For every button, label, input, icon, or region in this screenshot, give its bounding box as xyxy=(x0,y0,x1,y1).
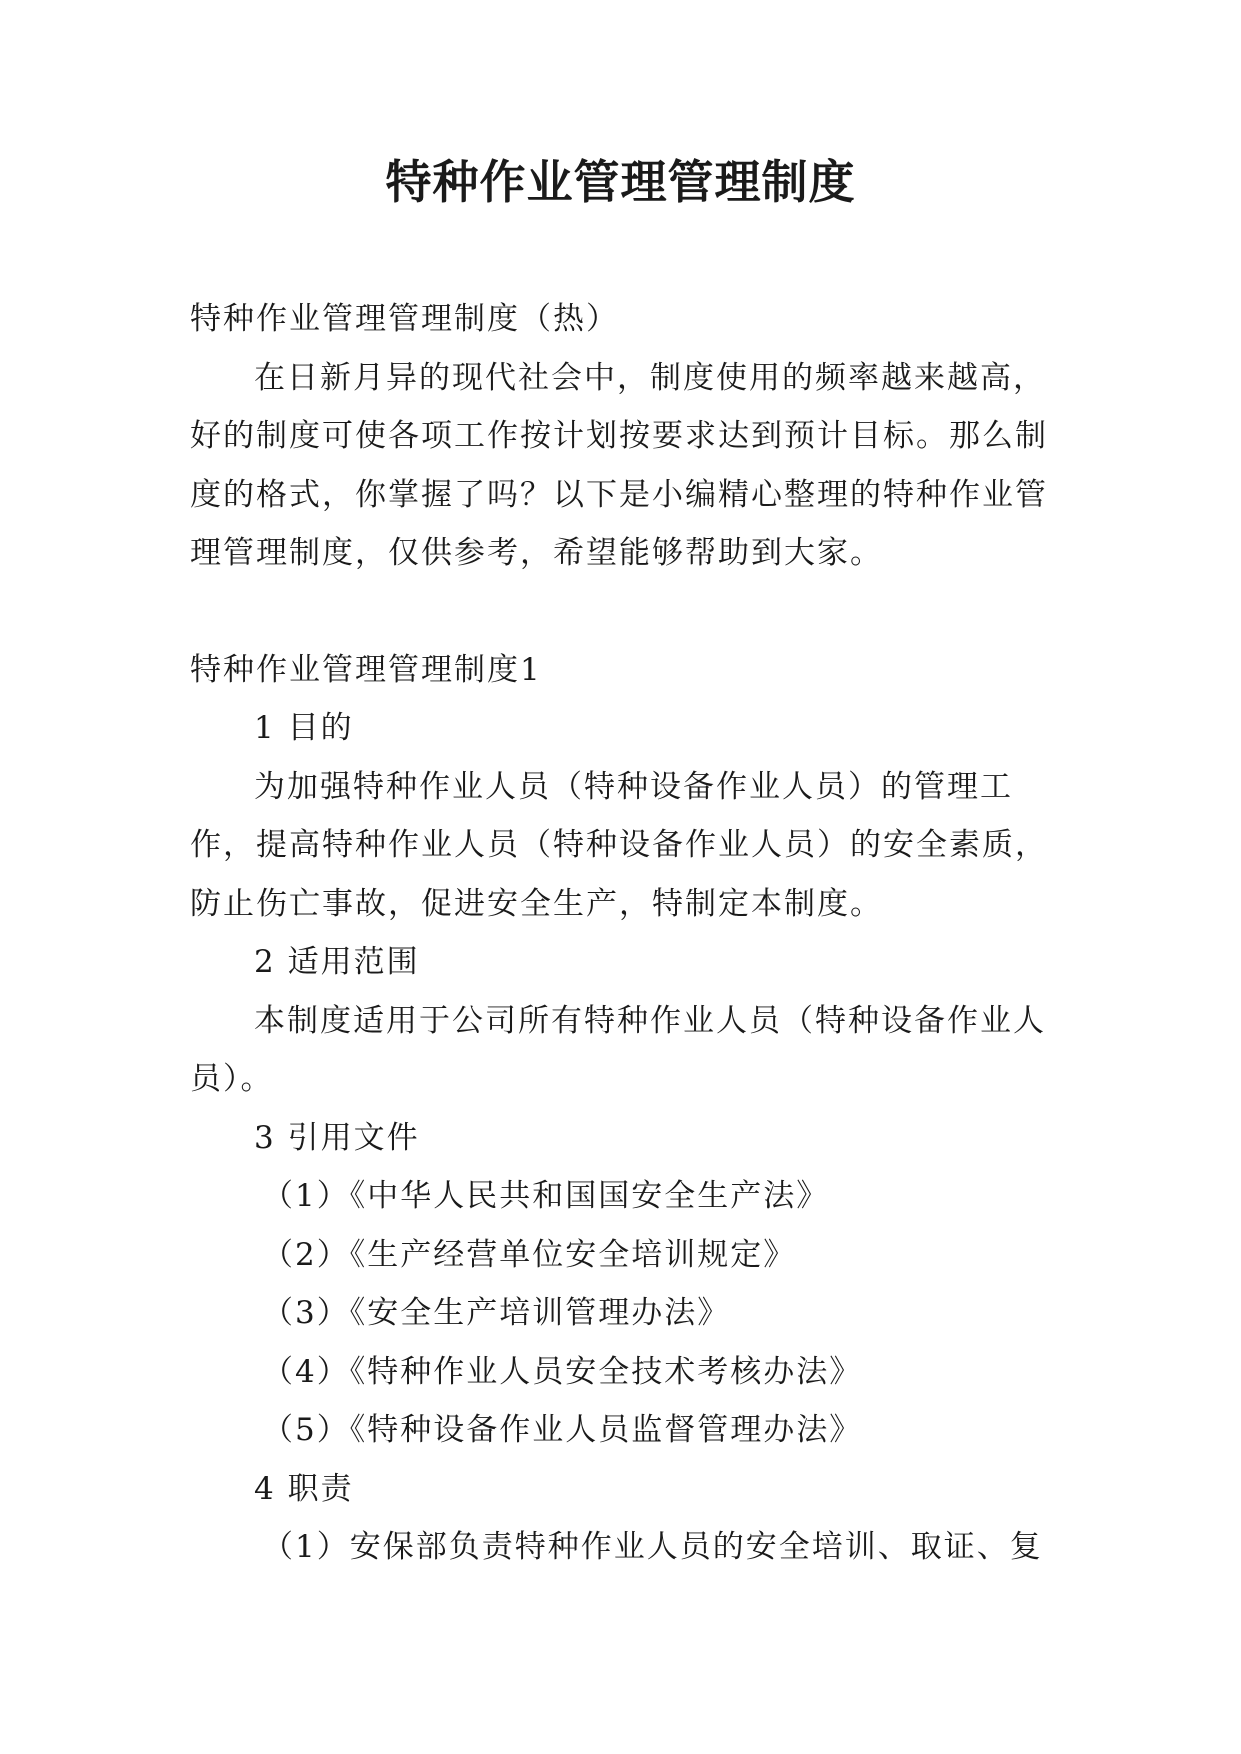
intro-paragraph: 在日新月异的现代社会中，制度使用的频率越来越高，好的制度可使各项工作按计划按要求达到预计目标。那么制度的格式，你掌握了吗？以下是小编精心整理的特种作业管理管理制度，仅供参考，希望能够帮助到大家。 xyxy=(190,359,1048,571)
subtitle-heading: 特种作业管理管理制度（热） xyxy=(190,301,619,337)
clause-heading-purpose: 1 目的 xyxy=(254,710,354,746)
clause-heading-references: 3 引用文件 xyxy=(254,1119,420,1156)
reference-item: （3）《安全生产培训管理办法》 xyxy=(262,1295,731,1331)
reference-item: （5）《特种设备作业人员监督管理办法》 xyxy=(262,1412,863,1448)
reference-item: （2）《生产经营单位安全培训规定》 xyxy=(262,1236,797,1273)
clause-text-scope: 本制度适用于公司所有特种作业人员（特种设备作业人员）。 xyxy=(190,1002,1046,1097)
clause-heading-duties: 4 职责 xyxy=(254,1470,354,1507)
clause-heading-scope: 2 适用范围 xyxy=(254,944,420,980)
document-body xyxy=(190,290,1052,1577)
duty-item: （1）安保部负责特种作业人员的安全培训、取证、复 xyxy=(262,1529,1043,1565)
reference-item: （4）《特种作业人员安全技术考核办法》 xyxy=(262,1353,863,1390)
document-title: 特种作业管理管理制度 xyxy=(385,155,856,209)
reference-item: （1）《中华人民共和国国安全生产法》 xyxy=(262,1178,830,1214)
clause-text-purpose: 为加强特种作业人员（特种设备作业人员）的管理工作，提高特种作业人员（特种设备作业人员）的安全素质，防止伤亡事故，促进安全生产，特制定本制度。 xyxy=(190,768,1048,922)
section-heading: 特种作业管理管理制度1 xyxy=(190,651,542,688)
